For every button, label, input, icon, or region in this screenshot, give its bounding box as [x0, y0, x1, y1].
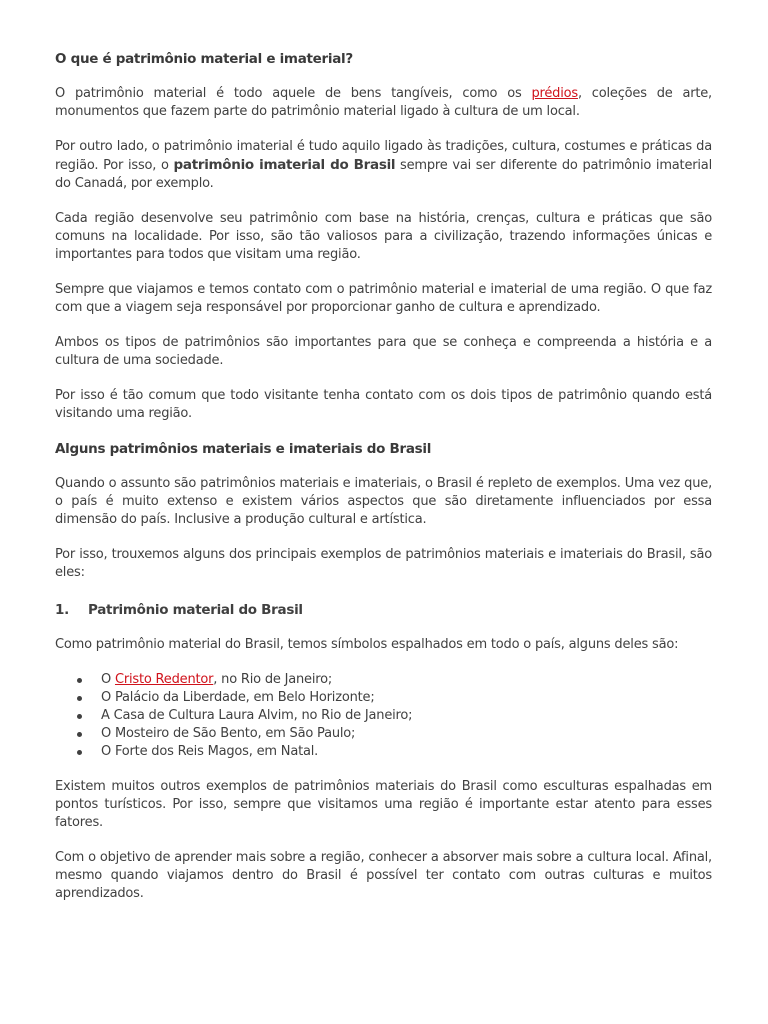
bullet-icon: [77, 732, 82, 737]
paragraph-1: [55, 85, 712, 121]
paragraph-1-text-end: , coleções de arte, monumentos que fazem parte do patrimônio material ligado à cultura de um local.: [55, 86, 712, 119]
list-item-text: O Mosteiro de São Bento, em São Paulo;: [101, 726, 356, 741]
section-title: Patrimônio material do Brasil: [88, 602, 303, 618]
bullet-icon: [77, 678, 82, 683]
heading-alguns-patrimonios: Alguns patrimônios materiais e imateriais do Brasil: [55, 441, 432, 457]
document-body: [55, 50, 712, 903]
list-item: [55, 725, 712, 743]
list-item-text: A Casa de Cultura Laura Alvim, no Rio de Janeiro;: [101, 708, 413, 723]
list-item-text: O Palácio da Liberdade, em Belo Horizonte;: [101, 690, 375, 705]
paragraph-9: Como patrimônio material do Brasil, temos símbolos espalhados em todo o país, alguns deles são:: [55, 637, 679, 652]
paragraph-7: Quando o assunto são patrimônios materiais e imateriais, o Brasil é repleto de exemplos. Uma vez que, o país é muito extenso e existem vários aspectos que são diretamente influenciados por essa dimensão do país. Inclusive a produção cultural e artística.: [55, 476, 712, 527]
paragraph-1-text: O patrimônio material é todo aquele de bens tangíveis, como os: [55, 86, 532, 101]
list-item-text: O Forte dos Reis Magos, em Natal.: [101, 744, 319, 759]
list-item-text-end: , no Rio de Janeiro;: [213, 672, 333, 687]
paragraph-2-text: Por outro lado, o patrimônio imaterial é tudo aquilo ligado às tradições, cultura, costumes e práticas da região. Por isso, o: [55, 139, 712, 173]
paragraph-10: Existem muitos outros exemplos de patrimônios materiais do Brasil como esculturas espalhadas em pontos turísticos. Por isso, sempre que visitamos uma região é importante estar atento para esses fatores.: [55, 779, 712, 830]
link-predios[interactable]: prédios: [531, 86, 578, 101]
section-heading-1: [55, 601, 712, 619]
bullet-icon: [77, 714, 82, 719]
paragraph-2-text-end: sempre vai ser diferente do patrimônio imaterial do Canadá, por exemplo.: [55, 158, 712, 191]
bullet-icon: [77, 696, 82, 701]
link-cristo-redentor[interactable]: Cristo Redentor: [114, 672, 214, 687]
heading-material-imaterial: O que é patrimônio material e imaterial?: [55, 51, 353, 67]
paragraph-2: [55, 138, 712, 193]
paragraph-4: Sempre que viajamos e temos contato com o patrimônio material e imaterial de uma região. O que faz com que a viagem seja responsável por proporcionar ganho de cultura e aprendizado.: [55, 282, 712, 315]
list-item: [55, 689, 712, 707]
section-number: 1.: [55, 602, 69, 618]
bullet-list: [55, 671, 712, 761]
paragraph-6: Por isso é tão comum que todo visitante tenha contato com os dois tipos de patrimônio quando está visitando uma região.: [55, 388, 712, 421]
list-item: [55, 707, 712, 725]
list-item-text: O: [101, 672, 115, 687]
bold-phrase: patrimônio imaterial do Brasil: [173, 157, 396, 173]
paragraph-5: Ambos os tipos de patrimônios são importantes para que se conheça e compreenda a história e a cultura de uma sociedade.: [55, 335, 712, 368]
list-item: [55, 743, 712, 761]
bullet-icon: [77, 750, 82, 755]
paragraph-8: Por isso, trouxemos alguns dos principais exemplos de patrimônios materiais e imateriais do Brasil, são eles:: [55, 547, 712, 580]
list-item: [55, 671, 712, 689]
paragraph-11: Com o objetivo de aprender mais sobre a região, conhecer a absorver mais sobre a cultura local. Afinal, mesmo quando viajamos dentro do Brasil é possível ter contato com outras culturas e muitos aprendizados.: [55, 850, 712, 901]
paragraph-3: Cada região desenvolve seu patrimônio com base na história, crenças, cultura e práticas que são comuns na localidade. Por isso, são tão valiosos para a civilização, trazendo informações únicas e importantes para todos que visitam uma região.: [55, 211, 712, 262]
